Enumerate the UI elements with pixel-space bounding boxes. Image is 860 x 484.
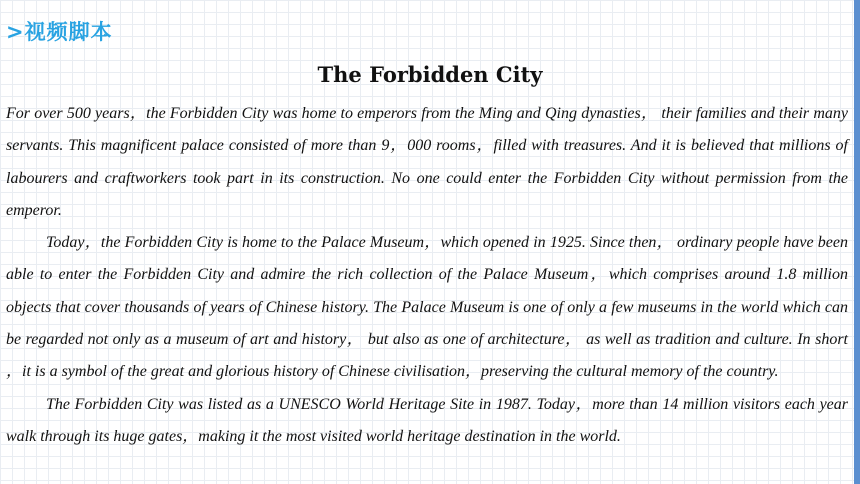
paragraph-3: The Forbidden City was listed as a UNESCO World Heritage Site in 1987. Today，more than 14 million visitors each year walk through its huge gates，making it the most visited world heritage destination in the world. [6, 395, 849, 445]
article-title: The Forbidden City [317, 62, 543, 87]
section-tag: >视频脚本 [6, 20, 113, 44]
paragraph-2: Today，the Forbidden City is home to the Palace Museum，which opened in 1925. Since then， ordinary people have been able to enter the Forbidden City and admire the rich collection of the Palace Museum，which comprises around 1.8 million objects that cover thousands of years of Chinese history. The Palace Museum is one of only a few museums in the world which can be regarded not only as a museum of art and history， but also as one of architecture， as well as tradition and culture. In short ，it is a symbol of the great and glorious history of Chinese civilisation，preserving the cultural memory of the country. [6, 234, 849, 381]
paragraph-1: For over 500 years，the Forbidden City was home to emperors from the Ming and Qing dynasties， their families and their many servants. This magnificent palace consisted of more than 9，000 rooms，filled with treasures. And it is believed that millions of labourers and craftworkers took part in its construction. No one could enter the Forbidden City without permission from the emperor. [6, 105, 848, 219]
article-body [6, 98, 848, 453]
